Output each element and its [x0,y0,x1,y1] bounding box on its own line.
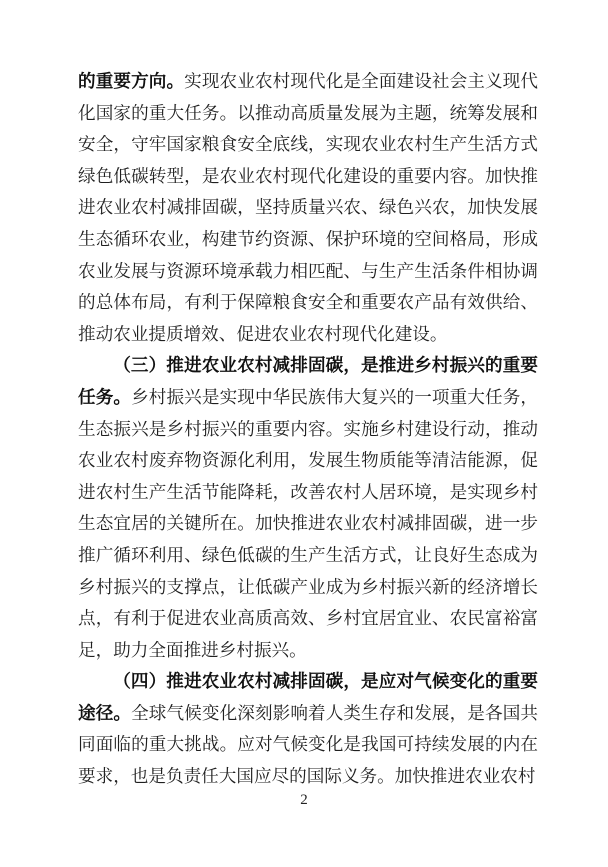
section-4-heading: （四）推进农业农村减排固碳，是应对气候变化的重要途径。 [78,671,538,723]
paragraph-body: 乡村振兴是实现中华民族伟大复兴的一项重大任务，生态振兴是乡村振兴的重要内容。实施乡村建设行动，推动农业农村废弃物资源化利用，发展生物质能等清洁能源，促进农村生产生活节能降耗，改善农村人居环境，是实现乡村生态宜居的关键所在。加快推进农业农村减排固碳，进一步推广循环利用、绿色低碳的生产生活方式，让良好生态成为乡村振兴的支撑点，让低碳产业成为乡村振兴新的经济增长点，有利于促进农业高质高效、乡村宜居宜业、农民富裕富足，助力全面推进乡村振兴。 [78,386,538,660]
paragraph-body: 全球气候变化深刻影响着人类生存和发展，是各国共同面临的重大挑战。应对气候变化是我国可持续发展的内在要求，也是负责任大国应尽的国际义务。加快推进农业农村 [78,702,538,787]
paragraph-bold-lead: 的重要方向。 [78,71,185,91]
paragraph-section-3 [78,350,538,666]
section-3-heading: （三）推进农业农村减排固碳，是推进乡村振兴的重要任务。 [78,355,538,407]
page-number: 2 [300,792,308,808]
paragraph-section-4 [78,666,538,792]
paragraph-body: 实现农业农村现代化是全面建设社会主义现代化国家的重大任务。以推动高质量发展为主题，统筹发展和安全，守牢国家粮食安全底线，实现农业农村生产生活方式绿色低碳转型，是农业农村现代化建设的重要内容。加快推进农业农村减排固碳，坚持质量兴农、绿色兴农，加快发展生态循环农业，构建节约资源、保护环境的空间格局，形成农业发展与资源环境承载力相匹配、与生产生活条件相协调的总体布局，有利于保障粮食安全和重要农产品有效供给、推动农业提质增效、促进农业农村现代化建设。 [78,71,538,344]
page-content [78,66,538,793]
paragraph-continuation [78,66,538,350]
